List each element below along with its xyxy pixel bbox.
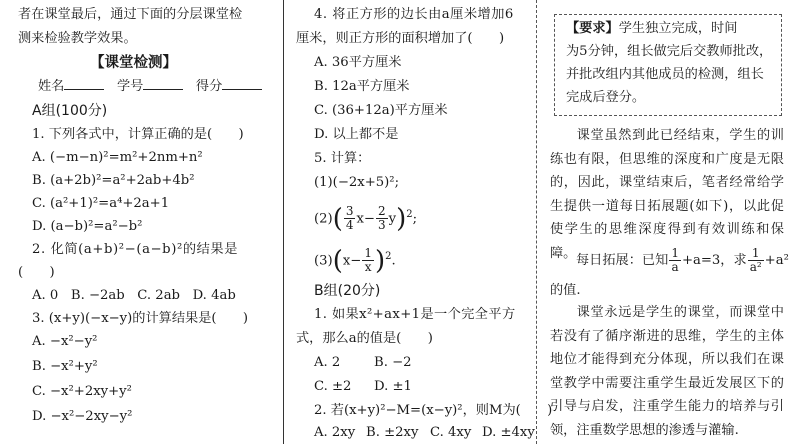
daily-frac1-den: a xyxy=(671,260,679,274)
question-3: 3. (x+y)(−x−y)的计算结果是( ) xyxy=(32,311,249,326)
daily-frac2-den: a² xyxy=(749,260,762,274)
q5-part-2-fraction-1 xyxy=(344,205,356,232)
b-question-1-line-2: 式，那么a的值是( ) xyxy=(296,331,433,346)
daily-frac1-num: 1 xyxy=(671,246,679,260)
b2-option-a: A. 2xy xyxy=(314,425,356,440)
q4-option-c: C. (36+12a)平方厘米 xyxy=(314,103,448,118)
group-b-heading: B组(20分) xyxy=(314,283,381,299)
score-blank xyxy=(222,78,262,90)
q5-part-2-mid: x− xyxy=(356,211,375,227)
q5-part-3-open-paren: ( xyxy=(332,245,343,276)
q5-part-1: (1)(−2x+5)²; xyxy=(314,175,400,190)
q5-part-2-frac2-den: 3 xyxy=(377,218,386,233)
b-question-1-line-1: 1. 如果x²+ax+1是一个完全平方 xyxy=(314,307,516,322)
name-blank xyxy=(64,78,104,90)
q2-option-c: C. 2ab xyxy=(137,288,180,303)
q5-part-2: (2)( $\frac{3}{4}$ x− $\frac{2}{3}$ y)$^2$; xyxy=(314,203,418,234)
q1-option-b: B. (a+2b)²=a²+2ab+4b² xyxy=(32,173,195,188)
question-4-line-1: 4. 将正方形的边长由a厘米增加6 xyxy=(314,7,514,22)
daily-fraction-2 xyxy=(748,247,764,274)
q4-option-d: D. 以上都不是 xyxy=(314,127,399,142)
q1-option-a: A. (−m−n)²=m²+2nm+n² xyxy=(32,150,203,165)
question-2-line-1: 2. 化简(a+b)²−(a−b)²的结果是 xyxy=(32,242,239,257)
daily-line-2: 的值. xyxy=(550,283,581,298)
q5-part-3-frac-den: x xyxy=(364,260,372,275)
student-fields xyxy=(38,78,262,96)
requirement-line-1 xyxy=(566,20,737,38)
paragraph-2-text: 课堂永远是学生的课堂，而课堂中若没有了循序渐进的思维，学生的主体地位才能得到充分体现，所以我们在课堂教学中需要注重学生最近发展区下的引导与启发，注重学生能力的培养与引领，注重数学思想的渗透与灌输. xyxy=(550,305,784,438)
q2-option-a: A. 0 xyxy=(32,288,59,303)
question-4-line-2: 厘米，则正方形的面积增加了( ) xyxy=(296,31,505,46)
paragraph-2 xyxy=(550,301,784,442)
requirement-line-2: 为5分钟，组长做完后交教师批改， xyxy=(566,44,773,59)
q5-part-2-close-paren: ) xyxy=(396,203,407,234)
q1-option-d: D. (a−b)²=a²−b² xyxy=(32,219,143,234)
b1-option-a: A. 2 xyxy=(314,355,341,370)
q5-part-2-frac1-num: 3 xyxy=(345,204,354,219)
score-label: 得分 xyxy=(195,79,223,94)
b2-option-c: C. 4xy xyxy=(430,425,472,440)
requirement-text-1: 学生独立完成，时间 xyxy=(618,21,738,36)
daily-fraction-1 xyxy=(669,247,681,274)
q5-part-2-fraction-2 xyxy=(376,205,388,232)
q3-option-d: D. −x²−2xy−y² xyxy=(32,409,133,424)
daily-mid: +a=3，求 xyxy=(681,253,747,268)
intro-line-2: 测来检验教学效果。 xyxy=(18,31,137,46)
column-divider-right xyxy=(536,0,537,444)
q5-part-2-open-paren: ( xyxy=(332,203,343,234)
group-a-heading: A组(100分) xyxy=(32,103,108,119)
id-label: 学号 xyxy=(116,79,144,94)
q4-option-a: A. 36平方厘米 xyxy=(314,55,402,70)
q5-part-3-close-paren: ) xyxy=(374,245,386,276)
b1-option-b: B. −2 xyxy=(374,355,412,370)
daily-extension xyxy=(576,244,789,278)
b1-options-row-1 xyxy=(314,354,412,372)
q3-option-a: A. −x²−y² xyxy=(32,334,98,349)
daily-frac2-num: 1 xyxy=(748,247,764,261)
requirement-line-3: 并批改组内其他成员的检测，组长 xyxy=(566,67,764,82)
id-blank xyxy=(143,78,183,90)
q3-option-b: B. −x²+y² xyxy=(32,359,98,374)
question-2-line-2: ( ) xyxy=(18,265,55,280)
b-question-2: 2. 若(x+y)²−M=(x−y)²，则M为( ) xyxy=(314,403,553,418)
q5-part-2-frac1-den: 4 xyxy=(345,218,354,233)
q4-option-b: B. 12a平方厘米 xyxy=(314,79,410,94)
q2-options xyxy=(32,287,236,305)
daily-tail: +a² xyxy=(764,253,789,268)
q5-part-3-frac-num: 1 xyxy=(364,246,372,261)
q2-option-d: D. 4ab xyxy=(192,288,236,303)
b1-option-c: C. ±2 xyxy=(314,379,352,394)
left-column xyxy=(14,0,266,444)
section-title: 【课堂检测】 xyxy=(90,54,177,71)
q1-option-c: C. (a²+1)²=a⁴+2a+1 xyxy=(32,196,170,211)
middle-column xyxy=(296,0,553,444)
daily-prefix: 每日拓展：已知 xyxy=(576,253,669,268)
q5-part-2-tail: y xyxy=(388,211,397,227)
question-5: 5. 计算： xyxy=(314,151,371,166)
q5-part-2-frac2-num: 2 xyxy=(377,204,386,219)
q5-part-3: (3)(x− $\frac{1}{x}$ )$^2$. xyxy=(314,245,396,276)
requirement-label: 【要求】 xyxy=(566,21,619,36)
column-divider-left xyxy=(283,0,284,444)
name-label: 姓名 xyxy=(38,79,65,94)
b1-option-d: D. ±1 xyxy=(374,379,412,394)
b2-option-b: B. ±2xy xyxy=(366,425,419,440)
q2-option-b: B. −2ab xyxy=(70,288,125,303)
requirement-line-4: 完成后登分。 xyxy=(566,90,646,105)
q5-part-2-label: (2) xyxy=(314,211,333,227)
q3-option-c: C. −x²+2xy+y² xyxy=(32,384,132,399)
q5-part-3-label: (3) xyxy=(314,253,333,269)
b1-options-row-2 xyxy=(314,378,412,396)
b2-option-d: D. ±4xy xyxy=(482,425,535,440)
q5-part-3-fraction xyxy=(362,247,374,274)
q5-part-3-head: x− xyxy=(342,253,362,269)
paragraph-1-text: 课堂虽然到此已经结束，学生的训练也有限，但思维的深度和广度是无限的，因此，课堂结束后，笔者经常给学生提供一道每日拓展题(如下)，以此促使学生的思维深度得到有效训练和保障。 xyxy=(550,128,784,261)
intro-line-1: 者在课堂最后，通过下面的分层课堂检 xyxy=(18,7,243,22)
question-1: 1. 下列各式中，计算正确的是( ) xyxy=(32,127,244,142)
b2-options xyxy=(314,424,535,442)
